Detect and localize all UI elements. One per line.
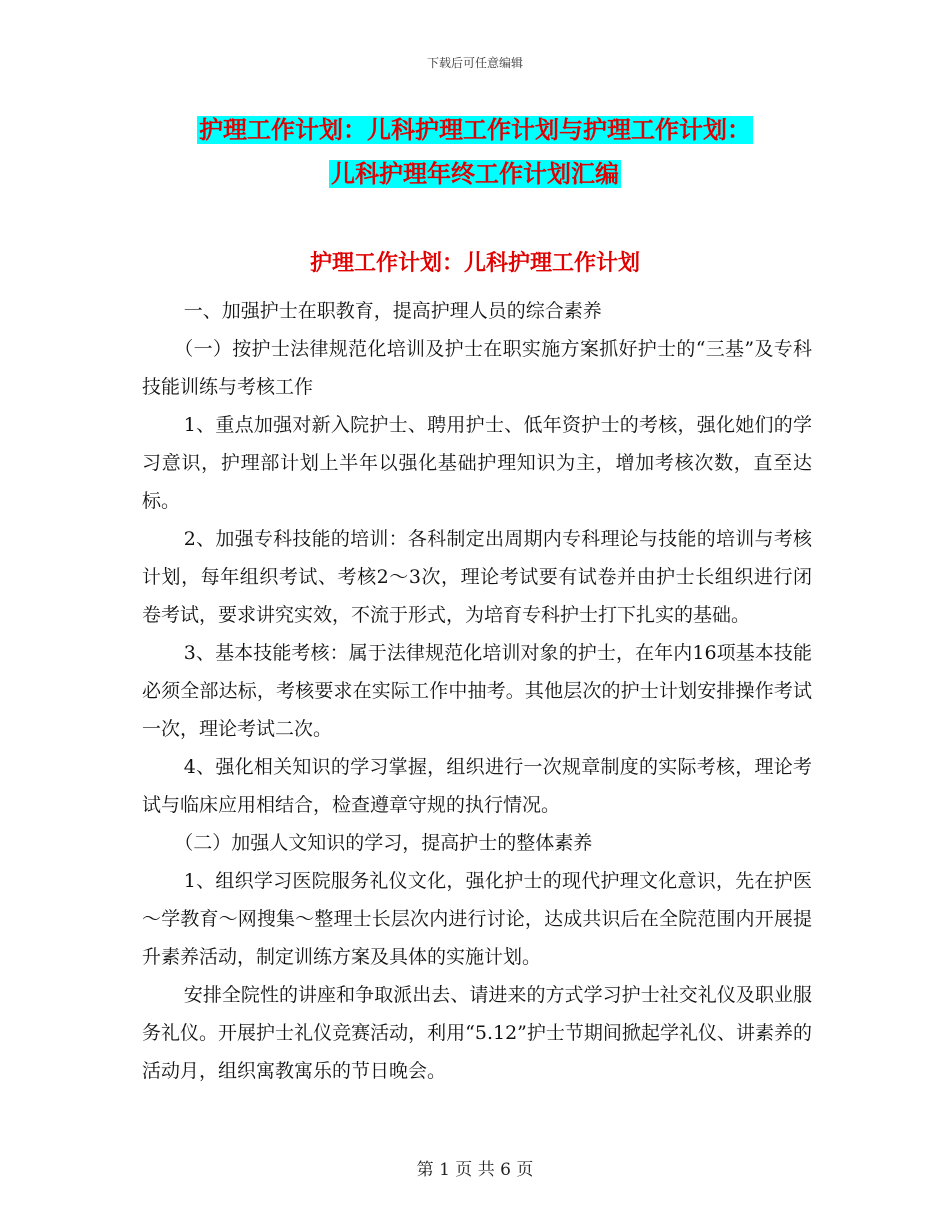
header-note: 下载后可任意编辑	[426, 56, 523, 70]
paragraph-subsection-2: （二）加强人文知识的学习，提高护士的整体素养	[174, 832, 593, 854]
document-title-line-1	[0, 112, 950, 148]
title-highlight-2: 儿科护理年终工作计划汇编	[331, 160, 619, 188]
page-footer: 第 1 页 共 6 页	[416, 1160, 534, 1180]
paragraph-item-1: 1、重点加强对新入院护士、聘用护士、低年资护士的考核，强化她们的学习意识，护理部计划上半年以强化基础护理知识为主，增加考核次数，直至达标。	[142, 414, 812, 512]
paragraph-item-5: 1、组织学习医院服务礼仪文化，强化护士的现代护理文化意识，先在护医～学教育～网搜集～整理士长层次内进行讨论，达成共识后在全院范围内开展提升素养活动，制定训练方案及具体的实施计划。	[142, 870, 812, 968]
section-subtitle: 护理工作计划：儿科护理工作计划	[309, 251, 640, 276]
document-body	[142, 292, 812, 1090]
paragraph-item-3: 3、基本技能考核：属于法律规范化培训对象的护士，在年内16项基本技能必须全部达标，考核要求在实际工作中抽考。其他层次的护士计划安排操作考试一次，理论考试二次。	[142, 642, 812, 740]
document-title-line-2	[0, 156, 950, 192]
paragraph-item-2: 2、加强专科技能的培训：各科制定出周期内专科理论与技能的培训与考核计划，每年组织考试、考核2～3次，理论考试要有试卷并由护士长组织进行闭卷考试，要求讲究实效，不流于形式，为培育专科护士打下扎实的基础。	[142, 528, 812, 626]
paragraph-section-heading: 一、加强护士在职教育，提高护理人员的综合素养	[183, 300, 602, 322]
paragraph-item-6: 安排全院性的讲座和争取派出去、请进来的方式学习护士社交礼仪及职业服务礼仪。开展护士礼仪竞赛活动，利用“5.12”护士节期间掀起学礼仪、讲素养的活动月，组织寓教寓乐的节日晚会。	[142, 984, 812, 1082]
paragraph-subsection-1: （一）按护士法律规范化培训及护士在职实施方案抓好护士的“三基”及专科技能训练与考核工作	[142, 338, 812, 398]
paragraph-item-4: 4、强化相关知识的学习掌握，组织进行一次规章制度的实际考核，理论考试与临床应用相结合，检查遵章守规的执行情况。	[142, 756, 812, 816]
title-highlight-1: 护理工作计划：儿科护理工作计划与护理工作计划：	[199, 116, 751, 144]
